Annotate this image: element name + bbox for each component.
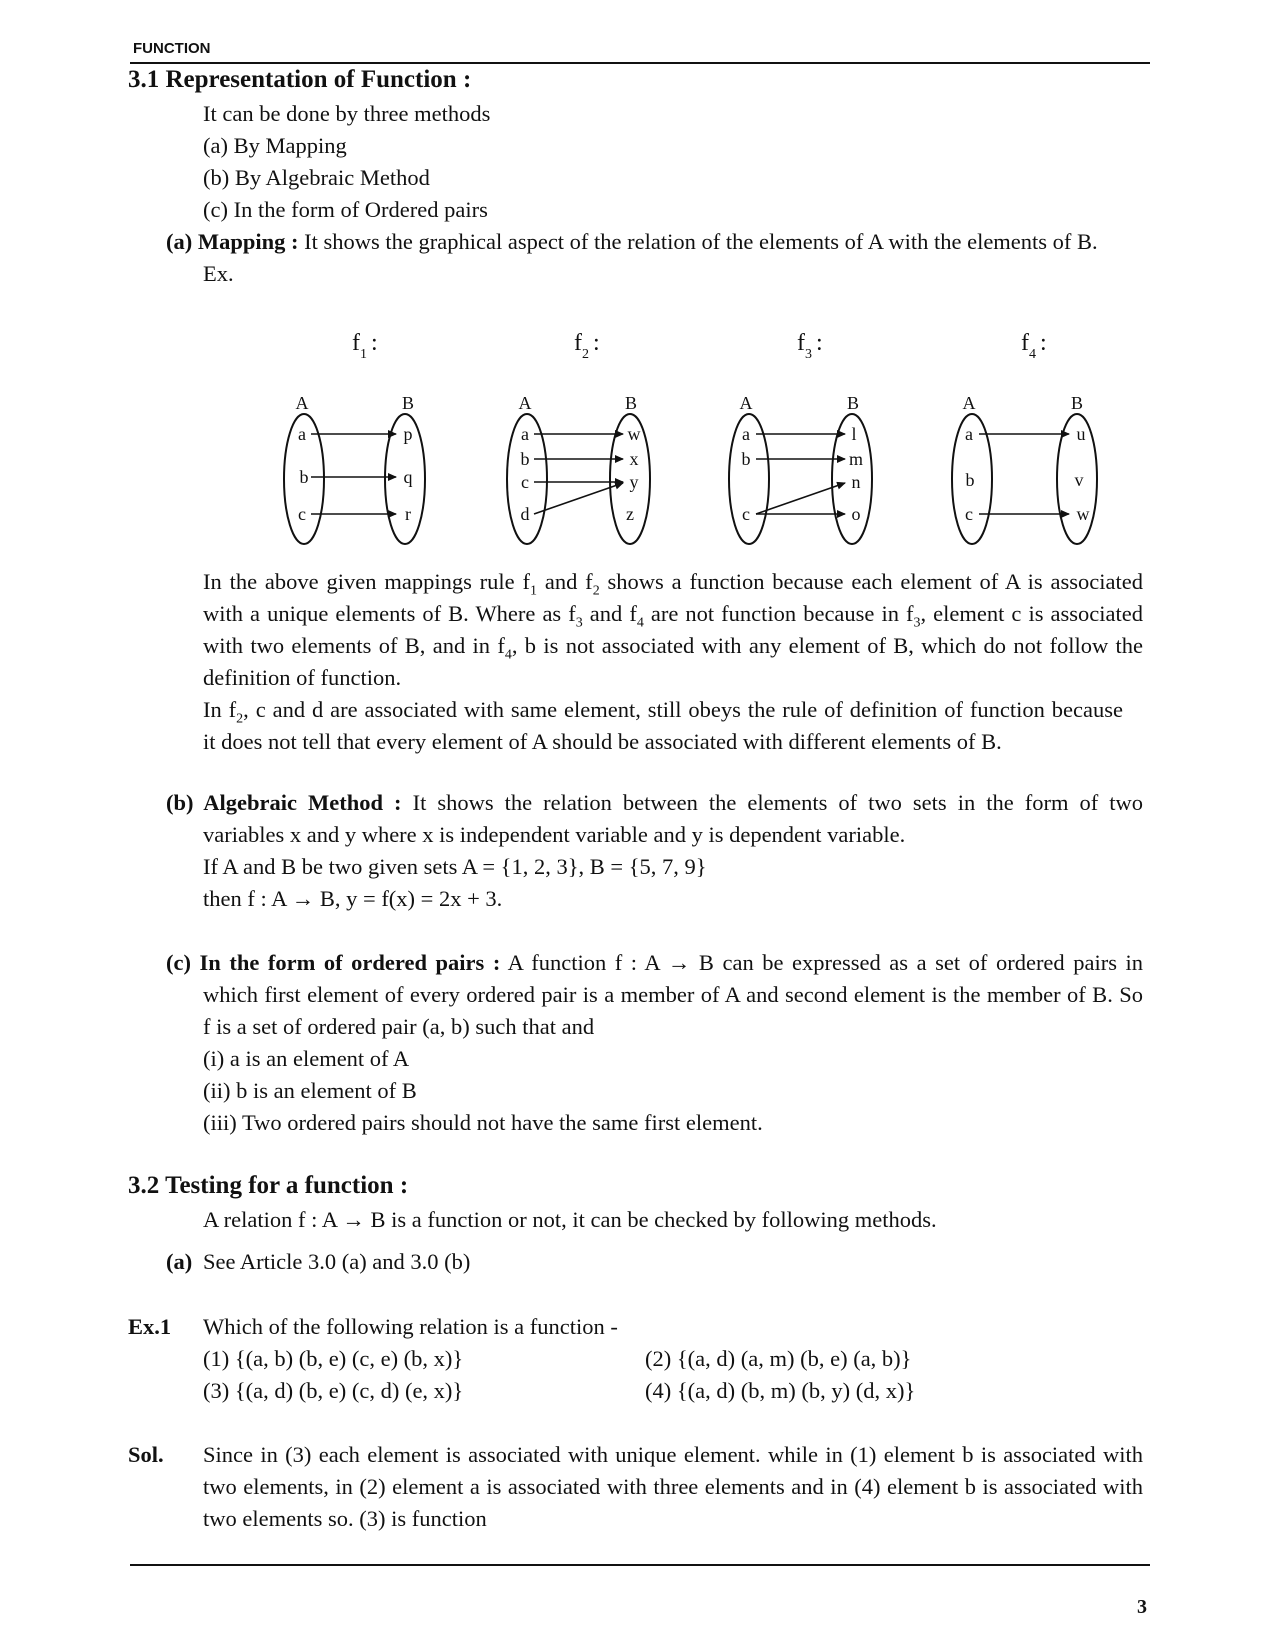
explanation-line: with a unique elements of B. Where as $f_3$ and $f_4$ are not function because in $f_3$, element c is associated [203,601,1143,631]
solution-line: two elements, in (2) element a is associated with three elements and in (4) element b is associated with [203,1474,1143,1499]
element: l [851,424,857,444]
testing-item-text: See Article 3.0 (a) and 3.0 (b) [203,1249,471,1274]
ordered-pairs-label: (c) In the form of ordered pairs : [166,950,501,975]
methods-intro: It can be done by three methods [203,101,491,126]
mapping-f4-label: $f_4$ : [1021,330,1047,362]
set-b-name: B [401,393,415,413]
example-option: (2) {(a, d) (a, m) (b, e) (a, b)} [645,1346,912,1371]
set-a-name: A [295,393,309,413]
example-option: (4) {(a, d) (b, m) (b, y) (d, x)} [645,1378,916,1403]
element: z [626,504,634,524]
example-option: (1) {(a, b) (b, e) (c, e) (b, x)} [203,1346,464,1371]
condition-item: (iii) Two ordered pairs should not have the same first element. [203,1110,763,1135]
element: c [298,504,306,524]
page-number: 3 [1137,1596,1147,1618]
solution-line: two elements so. (3) is function [203,1506,487,1531]
mapping-f2-label: $f_2$ : [574,330,600,362]
method-item: (a) By Mapping [203,133,347,158]
mapping-text: It shows the graphical aspect of the relation of the elements of A with the elements of B. [304,229,1098,254]
set-b-name: B [1070,393,1084,413]
set-b-name: B [846,393,860,413]
element: r [405,504,411,524]
section-title: Representation of Function : [165,66,472,93]
element: y [629,472,639,492]
element: b [965,470,975,490]
element: w [627,424,641,444]
explanation-line: In $f_2$, c and d are associated with same element, still obeys the rule of definition of function because [203,697,1123,727]
set-a-name: A [518,393,532,413]
element: d [520,504,530,524]
example-label: Ex. [203,261,234,286]
set-a-name: A [962,393,976,413]
element: p [403,424,413,444]
ordered-pairs-method: (c) In the form of ordered pairs : A function f : A → B can be expressed as a set of ordered pairs in [166,950,1143,975]
mapping-label: (a) Mapping : [166,229,299,254]
element: a [521,424,529,444]
element: a [742,424,750,444]
condition-item: (i) a is an element of A [203,1046,410,1071]
element: u [1076,424,1086,444]
section-number: 3.2 [128,1172,160,1199]
explanation-line: with two elements of B, and in $f_4$, b is not associated with any element of B, which do not follow the [203,633,1144,663]
example-option: (3) {(a, d) (b, e) (c, d) (e, x)} [203,1378,464,1403]
testing-item-label: (a) [166,1249,193,1274]
example-question: Which of the following relation is a function - [203,1314,618,1339]
running-title: FUNCTION [133,40,211,57]
section-title: Testing for a function : [165,1172,409,1199]
element: c [521,472,529,492]
footer-rule [130,1564,1150,1566]
element: w [1076,504,1090,524]
solution-label: Sol. [128,1442,164,1467]
element: a [298,424,306,444]
method-item: (b) By Algebraic Method [203,165,430,190]
mapping-f3-label: $f_3$ : [797,330,823,362]
element: a [965,424,973,444]
ordered-pairs-line: which first element of every ordered pair is a member of A and second element is the member of B. So [203,982,1143,1007]
explanation-line: it does not tell that every element of A should be associated with different elements of B. [203,729,1002,754]
element: c [965,504,973,524]
example-number: Ex.1 [128,1314,172,1339]
element: n [851,472,861,492]
algebraic-line: then f : A → B, y = f(x) = 2x + 3. [203,886,503,911]
explanation-line: definition of function. [203,665,402,690]
element: v [1074,470,1084,490]
set-b-name: B [624,393,638,413]
element: b [299,467,309,487]
element: c [742,504,750,524]
element: b [520,449,530,469]
algebraic-line: If A and B be two given sets A = {1, 2, 3}, B = {5, 7, 9} [203,854,707,879]
testing-item [166,1246,192,1279]
algebraic-line: variables x and y where x is independent variable and y is dependent variable. [203,822,906,847]
element: o [851,504,861,524]
element: b [741,449,751,469]
algebraic-label: (b) Algebraic Method : [166,790,402,815]
mapping-f1-label: $f_1$ : [352,330,378,362]
section-number: 3.1 [128,66,160,93]
testing-intro: A relation f : A → B is a function or not, it can be checked by following methods. [203,1207,937,1232]
section-3-2-heading [128,1172,408,1200]
ordered-pairs-line: f is a set of ordered pair (a, b) such that and [203,1014,595,1039]
method-item: (c) In the form of Ordered pairs [203,197,488,222]
condition-item: (ii) b is an element of B [203,1078,417,1103]
mapping-diagrams [0,0,1275,560]
element: x [629,449,639,469]
element: m [848,449,864,469]
algebraic-method: (b) Algebraic Method : It shows the relation between the elements of two sets in the form of two [166,790,1144,815]
solution-line: Since in (3) each element is associated with unique element. while in (1) element b is associated with [203,1442,1143,1467]
set-a-name: A [739,393,753,413]
explanation-line: In the above given mappings rule $f_1$ and $f_2$ shows a function because each element of A is associated [203,569,1143,599]
element: q [403,467,413,487]
